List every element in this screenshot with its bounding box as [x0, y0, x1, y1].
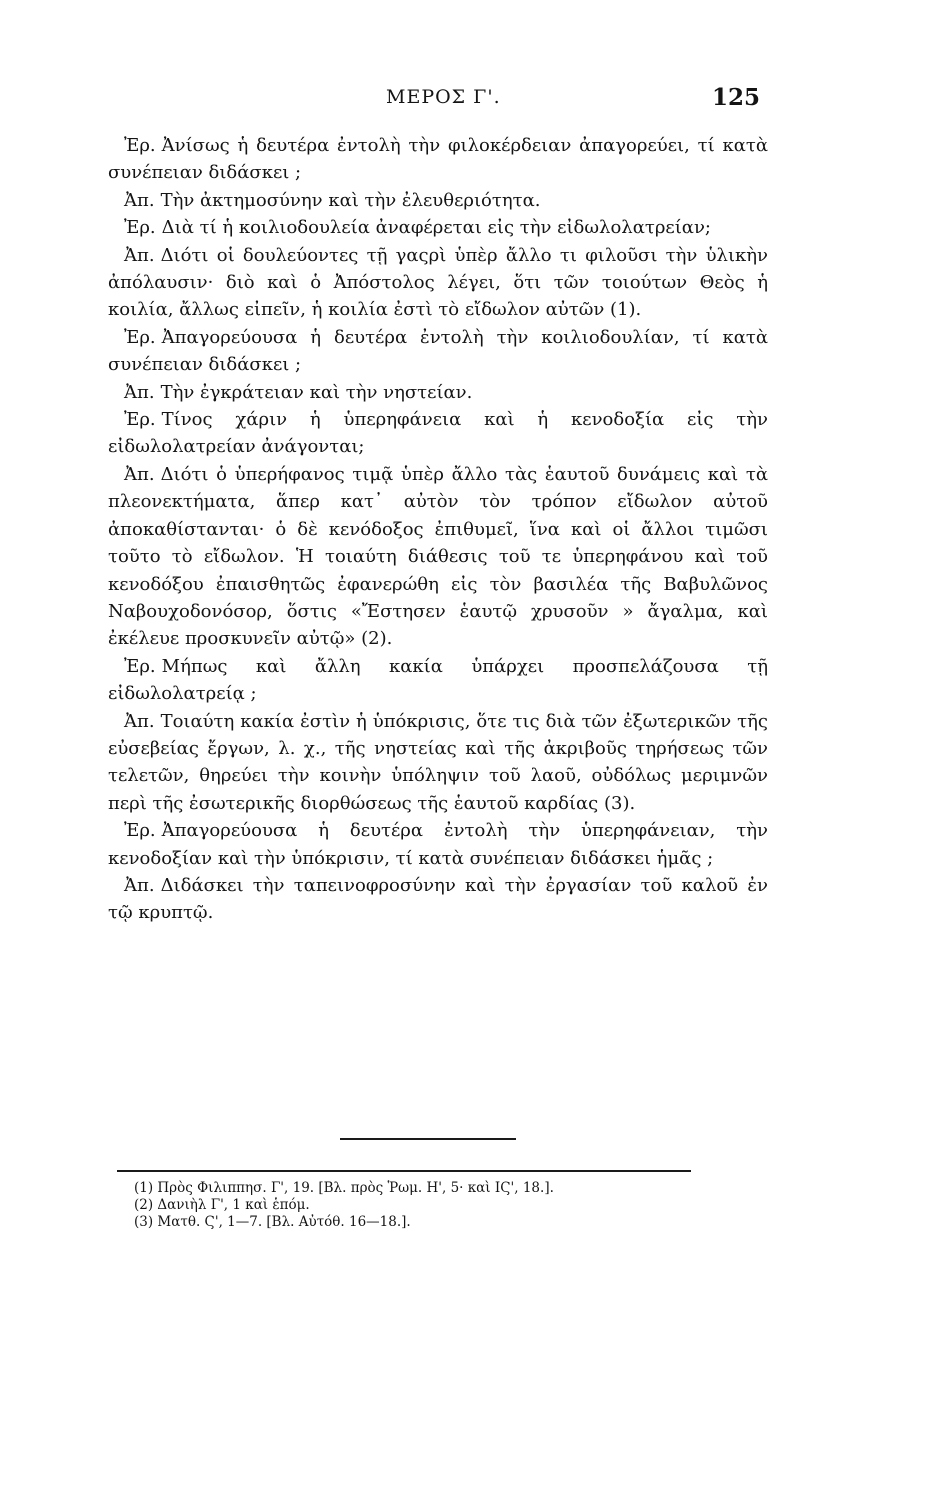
body-text — [108, 132, 768, 927]
paragraph — [108, 379, 768, 406]
paragraph-text: Διὰ τί ἡ κοιλιοδουλεία ἀναφέρεται εἰς τὴν εἰδωλολατρείαν; — [161, 217, 711, 239]
speaker-label: Ἀπ. — [124, 710, 155, 732]
speaker-label: Ἀπ. — [124, 189, 155, 211]
speaker-label: Ἐρ. — [124, 655, 156, 677]
paragraph-text: Ἀνίσως ἡ δευτέρα ἐντολὴ τὴν φιλοκέρδειαν ἀπαγορεύει, τί κατὰ συνέπειαν διδάσκει ; — [108, 135, 768, 184]
speaker-label: Ἐρ. — [124, 135, 156, 156]
paragraph — [108, 187, 768, 214]
running-head: ΜΕΡΟΣ Γ'. — [386, 86, 501, 108]
footnote-separator — [117, 1170, 691, 1172]
paragraph — [108, 406, 768, 461]
paragraph — [108, 461, 768, 653]
paragraph — [108, 653, 768, 708]
paragraph-text: Τίνος χάριν ἡ ὑπερηφάνεια καὶ ἡ κενοδοξία εἰς τὴν εἰδωλολατρείαν ἀνάγονται; — [108, 409, 768, 458]
speaker-label: Ἀπ. — [124, 463, 155, 485]
paragraph-text: Διδάσκει τὴν ταπεινοφροσύνην καὶ τὴν ἐργασίαν τοῦ καλοῦ ἐν τῷ κρυπτῷ. — [108, 874, 768, 924]
paragraph-text: Διότι οἱ δουλεύοντες τῇ γαςρὶ ὑπὲρ ἄλλο τι φιλοῦσι τὴν ὑλικὴν ἀπόλαυσιν· διὸ καὶ ὁ Ἀπόστολος λέγει, ὅτι τῶν τοιούτων Θεὸς ἡ κοιλία, ἄλλως εἰπεῖν, ἡ κοιλία ἐστὶ τὸ εἴδωλον αὐτῶν (1). — [108, 244, 768, 321]
paragraph — [108, 242, 768, 324]
paragraph-text: Μήπως καὶ ἄλλη κακία ὑπάρχει προσπελάζουσα τῇ εἰδωλολατρείᾳ ; — [108, 655, 768, 705]
paragraph-text: Ἀπαγορεύουσα ἡ δευτέρα ἐντολὴ τὴν ὑπερηφάνειαν, τὴν κενοδοξίαν καὶ τὴν ὑπόκρισιν, τί κατὰ συνέπειαν διδάσκει ἡμᾶς ; — [108, 820, 768, 869]
footnote: (3) Ματθ. Ϛ', 1—7. [Βλ. Αὐτόθ. 16—18.]. — [134, 1214, 411, 1230]
speaker-label: Ἐρ. — [124, 217, 156, 239]
speaker-label: Ἀπ. — [124, 244, 155, 266]
footnotes — [134, 1180, 734, 1231]
speaker-label: Ἐρ. — [124, 409, 156, 431]
paragraph-text: Ἀπαγορεύουσα ἡ δευτέρα ἐντολὴ τὴν κοιλιοδουλίαν, τί κατὰ συνέπειαν διδάσκει ; — [108, 326, 768, 376]
page-number: 125 — [711, 84, 760, 111]
footnote: (1) Πρὸς Φιλιππησ. Γ', 19. [Βλ. πρὸς Ῥωμ. Η', 5· καὶ ΙϚ', 18.]. — [134, 1180, 554, 1196]
paragraph — [108, 872, 768, 927]
paragraph — [108, 708, 768, 818]
speaker-label: Ἀπ. — [124, 381, 155, 403]
speaker-label: Ἐρ. — [124, 820, 156, 842]
paragraph — [108, 214, 768, 241]
paragraph-text: Τὴν ἀκτημοσύνην καὶ τὴν ἐλευθεριότητα. — [160, 189, 541, 211]
section-end-rule — [340, 1138, 516, 1140]
footnote: (2) Δανιὴλ Γ', 1 καὶ ἑπόμ. — [134, 1197, 310, 1213]
paragraph-text: Τὴν ἐγκράτειαν καὶ τὴν νηστείαν. — [160, 381, 473, 403]
speaker-label: Ἀπ. — [124, 874, 155, 896]
paragraph-text: Διότι ὁ ὑπερήφανος τιμᾷ ὑπὲρ ἄλλο τὰς ἑαυτοῦ δυνάμεις καὶ τὰ πλεονεκτήματα, ἅπερ κατ᾽ αὐτὸν τὸν τρόπον εἴδωλον αὐτοῦ ἀποκαθίστανται· ὁ δὲ κενόδοξος ἐπιθυμεῖ, ἵνα καὶ οἱ ἄλλοι τιμῶσι τοῦτο τὸ εἴδωλον. Ἡ τοιαύτη διάθεσις τοῦ τε ὑπερηφάνου καὶ τοῦ κενοδόξου ἐπαισθητῶς ἐφανερώθη εἰς τὸν βασιλέα τῆς Βαβυλῶνος Ναβουχοδονόσορ, ὅστις «Ἔστησεν ἑαυτῷ χρυσοῦν » ἄγαλμα, καὶ ἐκέλευε προσκυνεῖν αὐτῷ» (2). — [108, 463, 768, 650]
speaker-label: Ἐρ. — [124, 326, 156, 348]
paragraph — [108, 817, 768, 872]
paragraph-text: Τοιαύτη κακία ἐστὶν ἡ ὑπόκρισις, ὅτε τις διὰ τῶν ἐξωτερικῶν τῆς εὐσεβείας ἔργων, λ. χ., τῆς νηστείας καὶ τῆς ἀκριβοῦς τηρήσεως τῶν τελετῶν, θηρεύει τὴν κοινὴν ὑπόληψιν τοῦ λαοῦ, οὐδόλως μεριμνῶν περὶ τῆς ἐσωτερικῆς διορθώσεως τῆς ἑαυτοῦ καρδίας (3). — [108, 710, 768, 814]
paragraph — [108, 324, 768, 379]
paragraph — [108, 132, 768, 187]
page-header — [0, 86, 952, 116]
